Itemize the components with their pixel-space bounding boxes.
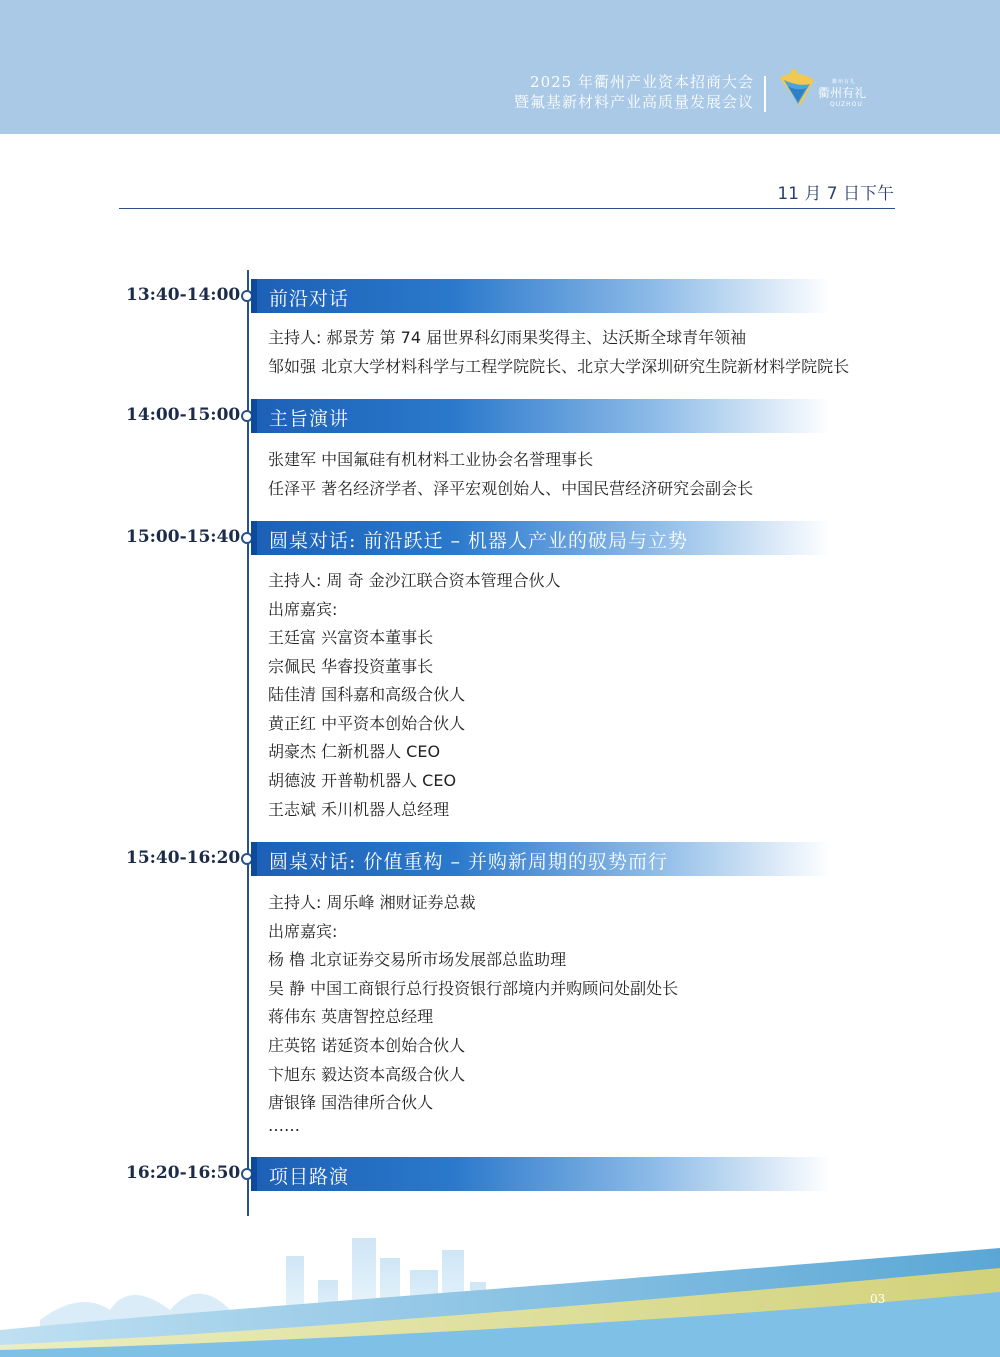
session-line: 杨 橹 北京证券交易所市场发展部总监助理 (268, 950, 567, 969)
session-line: 任泽平 著名经济学者、泽平宏观创始人、中国民营经济研究会副会长 (268, 479, 754, 498)
session-line: 胡豪杰 仁新机器人 CEO (268, 742, 441, 761)
session-title: 圆桌对话: 价值重构 – 并购新周期的驭势而行 (269, 851, 669, 873)
session-line: 卞旭东 毅达资本高级合伙人 (268, 1065, 466, 1084)
session-line: 陆佳清 国科嘉和高级合伙人 (268, 685, 466, 704)
session-title-bar (251, 1157, 831, 1191)
session-title: 圆桌对话: 前沿跃迁 – 机器人产业的破局与立势 (269, 530, 689, 552)
session-line: 宗佩民 华睿投资董事长 (268, 657, 434, 676)
session-title-bar (251, 279, 831, 313)
page-header (0, 0, 1000, 134)
session-time: 15:00-15:40 (126, 527, 241, 547)
session-title: 项目路演 (269, 1166, 350, 1188)
quzhou-logo-icon (774, 66, 818, 112)
conference-title-line1: 2025 年衢州产业资本招商大会 (530, 73, 754, 91)
session-line: 邹如强 北京大学材料科学与工程学院院长、北京大学深圳研究生院新材料学院院长 (268, 357, 850, 376)
session-line: 庄英铭 诺延资本创始合伙人 (268, 1036, 466, 1055)
session-line: 吴 静 中国工商银行总行投资银行部境内并购顾问处副处长 (268, 979, 679, 998)
session-line: 出席嘉宾: (268, 922, 338, 941)
session-time: 15:40-16:20 (126, 848, 241, 868)
logo-en-text: QUZHOU (830, 101, 863, 108)
header-separator (764, 76, 766, 112)
session-line: 黄正红 中平资本创始合伙人 (268, 714, 466, 733)
session-title-bar (251, 521, 831, 555)
logo-small-text: 衢州有礼 (832, 79, 857, 85)
session-title: 前沿对话 (269, 288, 350, 310)
session-line: 王志斌 禾川机器人总经理 (268, 800, 450, 819)
session-title: 主旨演讲 (269, 408, 350, 430)
session-line: 主持人: 周 奇 金沙江联合资本管理合伙人 (268, 571, 561, 590)
session-line: 出席嘉宾: (268, 600, 338, 619)
city-skyline-illustration (0, 1220, 1000, 1357)
session-time: 13:40-14:00 (126, 285, 241, 305)
session-title-bar (251, 842, 831, 876)
session-line: 主持人: 郝景芳 第 74 届世界科幻雨果奖得主、达沃斯全球青年领袖 (268, 328, 747, 347)
session-line: …… (268, 1116, 300, 1135)
session-line: 唐银锋 国浩律所合伙人 (268, 1093, 434, 1112)
page-number: 03 (870, 1292, 886, 1306)
header-rule (119, 208, 895, 209)
session-time: 16:20-16:50 (126, 1163, 241, 1183)
session-title-bar (251, 399, 831, 433)
conference-title (514, 72, 754, 112)
session-line: 主持人: 周乐峰 湘财证券总裁 (268, 893, 476, 912)
session-line: 王廷富 兴富资本董事长 (268, 628, 434, 647)
conference-title-line2: 暨氟基新材料产业高质量发展会议 (513, 93, 754, 111)
session-line: 蒋伟东 英唐智控总经理 (268, 1007, 434, 1026)
schedule-date: 11 月 7 日下午 (777, 184, 894, 204)
logo-text: 衢州有礼 (818, 86, 867, 100)
session-time: 14:00-15:00 (126, 405, 241, 425)
session-line: 胡德波 开普勒机器人 CEO (268, 771, 457, 790)
session-line: 张建军 中国氟硅有机材料工业协会名誉理事长 (268, 450, 594, 469)
